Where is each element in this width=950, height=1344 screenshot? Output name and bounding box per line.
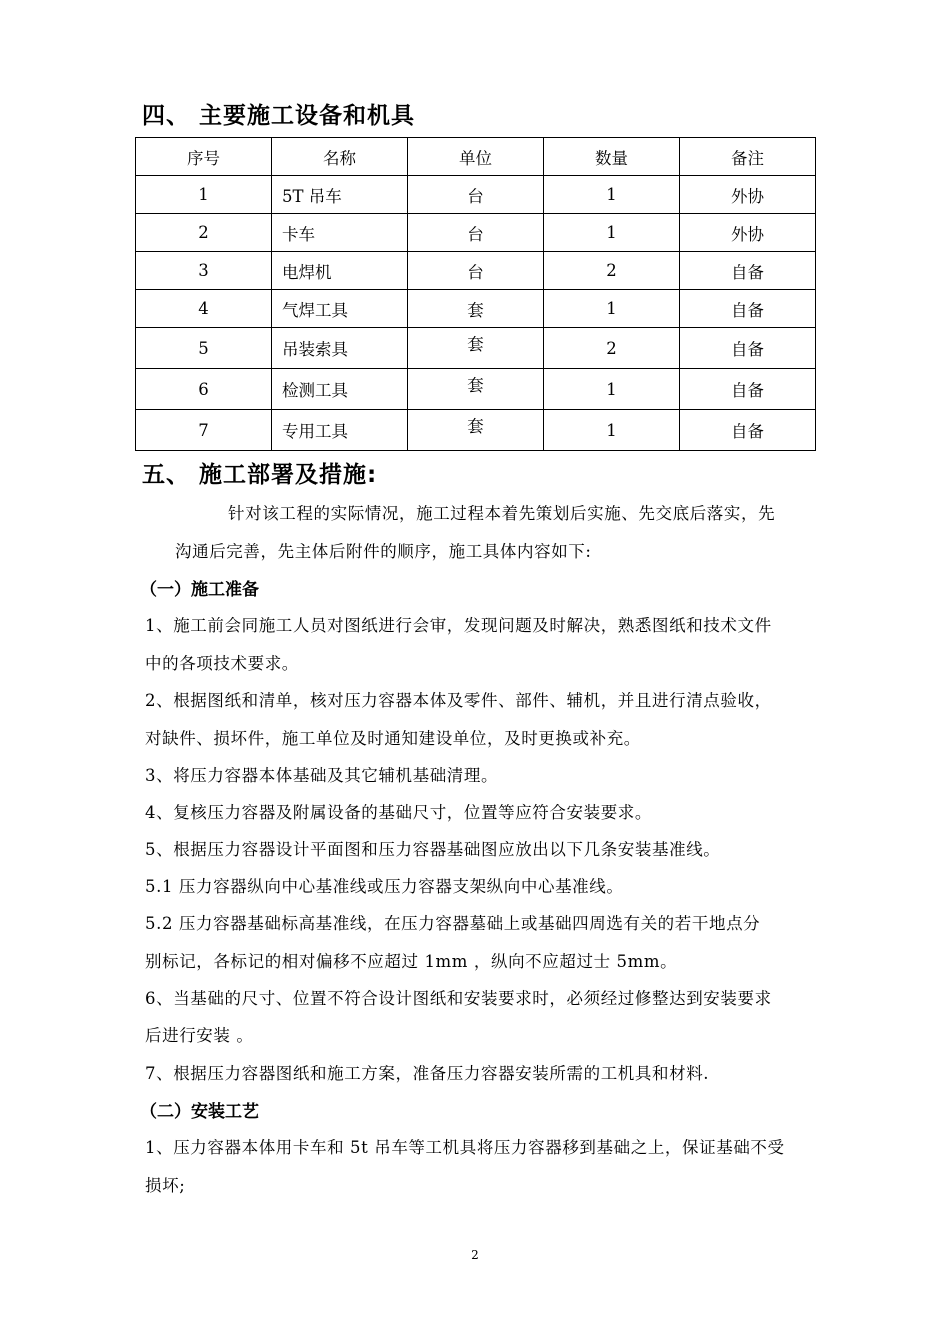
cell-quantity: 1 <box>544 369 680 410</box>
cell-name: 电焊机 <box>272 252 408 290</box>
subsection-install-title: （二）安装工艺 <box>140 1102 259 1122</box>
section-5-title: 五、 施工部署及措施: <box>142 462 378 488</box>
cell-quantity: 1 <box>544 290 680 328</box>
cell-remark: 自备 <box>680 410 816 451</box>
header-cell: 序号 <box>136 138 272 176</box>
prep-line: 1、施工前会同施工人员对图纸进行会审，发现问题及时解决，熟悉图纸和技术文件 <box>145 616 772 635</box>
cell-unit: 台 <box>408 176 544 214</box>
prep-line: 中的各项技术要求。 <box>145 654 299 673</box>
prep-line: 5.1 压力容器纵向中心基准线或压力容器支架纵向中心基准线。 <box>145 877 624 896</box>
prep-line: 对缺件、损坏件，施工单位及时通知建设单位，及时更换或补充。 <box>145 729 641 748</box>
prep-line: 2、根据图纸和清单，核对压力容器本体及零件、部件、辅机，并且进行清点验收， <box>145 691 772 710</box>
prep-line: 5、根据压力容器设计平面图和压力容器基础图应放出以下几条安装基准线。 <box>145 840 721 859</box>
cell-index: 3 <box>136 252 272 290</box>
cell-remark: 自备 <box>680 328 816 369</box>
table-header-row <box>136 138 816 176</box>
prep-line: 别标记，各标记的相对偏移不应超过 1mm ，纵向不应超过士 5mm。 <box>145 952 678 971</box>
prep-line: 3、将压力容器本体基础及其它辅机基础清理。 <box>145 766 499 785</box>
cell-quantity: 1 <box>544 214 680 252</box>
prep-line: 4、复核压力容器及附属设备的基础尺寸，位置等应符合安装要求。 <box>145 803 652 822</box>
cell-unit: 套 <box>408 328 544 369</box>
subsection-prep-title: （一）施工准备 <box>140 580 259 600</box>
cell-name: 气焊工具 <box>272 290 408 328</box>
cell-unit: 台 <box>408 252 544 290</box>
section-4-title: 四、 主要施工设备和机具 <box>142 103 416 129</box>
equipment-table <box>135 137 816 451</box>
cell-name: 吊装索具 <box>272 328 408 369</box>
cell-name: 卡车 <box>272 214 408 252</box>
prep-line: 后进行安装 。 <box>145 1026 254 1045</box>
cell-index: 2 <box>136 214 272 252</box>
cell-index: 4 <box>136 290 272 328</box>
cell-remark: 自备 <box>680 369 816 410</box>
cell-unit: 套 <box>408 290 544 328</box>
table-row <box>136 328 816 369</box>
cell-quantity: 1 <box>544 410 680 451</box>
cell-quantity: 2 <box>544 328 680 369</box>
cell-index: 5 <box>136 328 272 369</box>
prep-line: 5.2 压力容器基础标高基准线，在压力容器墓础上或基础四周选有关的若干地点分 <box>145 914 761 933</box>
table-row <box>136 252 816 290</box>
page-number: 2 <box>471 1248 479 1262</box>
cell-remark: 外协 <box>680 214 816 252</box>
header-cell: 备注 <box>680 138 816 176</box>
cell-quantity: 2 <box>544 252 680 290</box>
cell-unit: 套 <box>408 410 544 451</box>
header-cell: 名称 <box>272 138 408 176</box>
cell-unit: 套 <box>408 369 544 410</box>
intro-paragraph-line: 针对该工程的实际情况，施工过程本着先策划后实施、先交底后落实，先 <box>228 504 776 523</box>
table-row <box>136 176 816 214</box>
cell-index: 7 <box>136 410 272 451</box>
cell-unit: 台 <box>408 214 544 252</box>
header-cell: 数量 <box>544 138 680 176</box>
cell-remark: 外协 <box>680 176 816 214</box>
prep-line: 6、当基础的尺寸、位置不符合设计图纸和安装要求时，必须经过修整达到安装要求 <box>145 989 772 1008</box>
prep-line: 7、根据压力容器图纸和施工方案，准备压力容器安装所需的工机具和材料. <box>145 1064 710 1083</box>
cell-name: 检测工具 <box>272 369 408 410</box>
cell-index: 6 <box>136 369 272 410</box>
table-row <box>136 410 816 451</box>
table-row <box>136 369 816 410</box>
header-cell: 单位 <box>408 138 544 176</box>
table-row <box>136 290 816 328</box>
cell-index: 1 <box>136 176 272 214</box>
install-line: 1、压力容器本体用卡车和 5t 吊车等工机具将压力容器移到基础之上，保证基础不受 <box>145 1138 785 1157</box>
cell-name: 专用工具 <box>272 410 408 451</box>
cell-remark: 自备 <box>680 252 816 290</box>
intro-paragraph-line: 沟通后完善，先主体后附件的顺序，施工具体内容如下: <box>175 542 592 561</box>
install-line: 损坏; <box>145 1176 186 1195</box>
table-row <box>136 214 816 252</box>
cell-quantity: 1 <box>544 176 680 214</box>
cell-name: 5T 吊车 <box>272 176 408 214</box>
cell-remark: 自备 <box>680 290 816 328</box>
